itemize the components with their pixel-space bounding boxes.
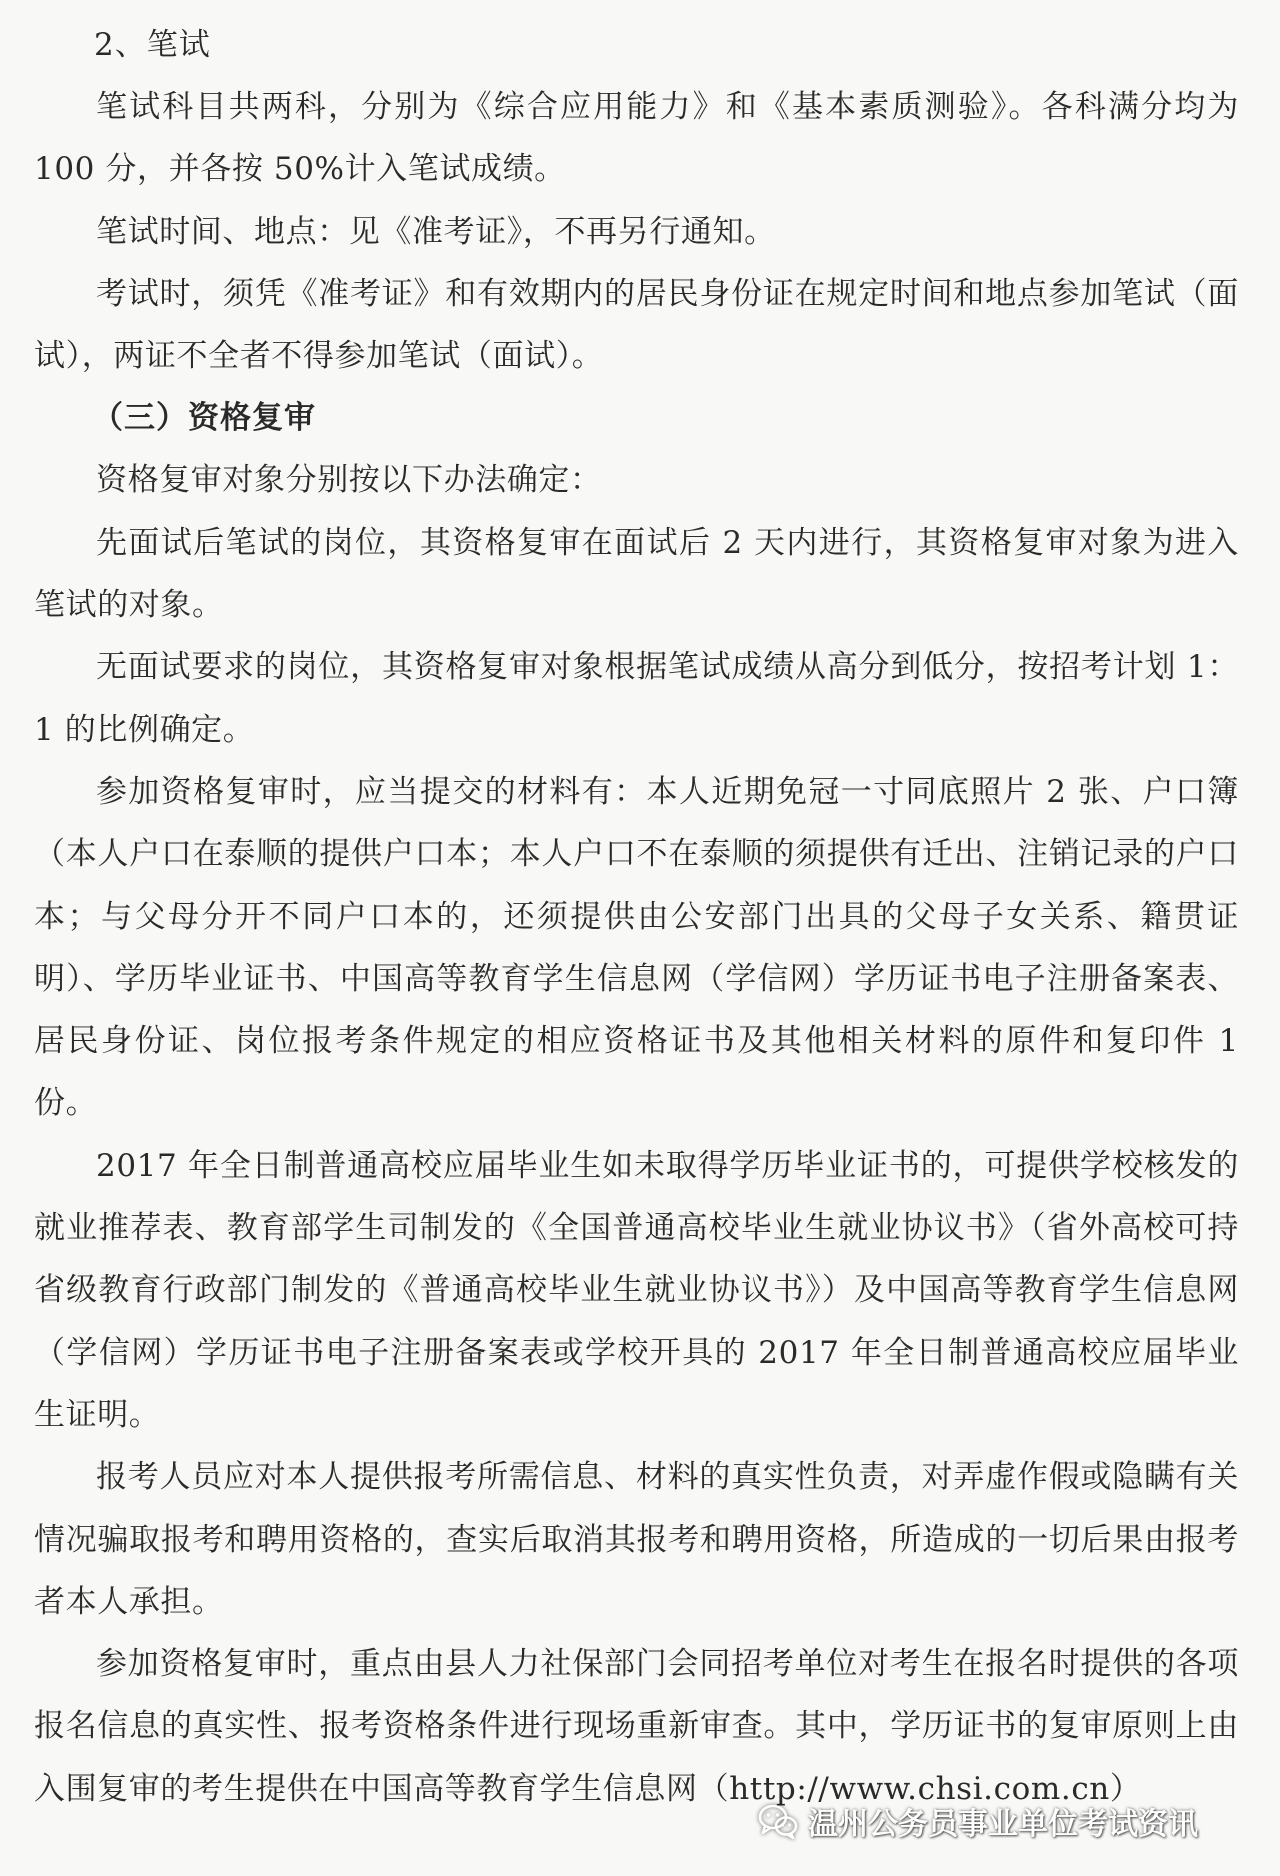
paragraph: 参加资格复审时，重点由县人力社保部门会同招考单位对考生在报名时提供的各项报名信息的真实性、报考资格条件进行现场重新审查。其中，学历证书的复审原则上由入围复审的考生提供在中国高等教育学生信息网（http://www.chsi.com.cn） (34, 1646, 1239, 1807)
paragraph: 报考人员应对本人提供报考所需信息、材料的真实性负责，对弄虚作假或隐瞒有关情况骗取报考和聘用资格的，查实后取消其报考和聘用资格，所造成的一切后果由报考者本人承担。 (34, 1459, 1239, 1620)
paragraph: 2017 年全日制普通高校应届毕业生如未取得学历毕业证书的，可提供学校核发的就业推荐表、教育部学生司制发的《全国普通高校毕业生就业协议书》（省外高校可持省级教育行政部门制发的《普通高校毕业生就业协议书》）及中国高等教育学生信息网（学信网）学历证书电子注册备案表或学校开具的 2017 年全日制普通高校应届毕业生证明。 (34, 1147, 1239, 1433)
paragraph: 参加资格复审时，应当提交的材料有：本人近期免冠一寸同底照片 2 张、户口簿（本人户口在泰顺的提供户口本；本人户口不在泰顺的须提供有迁出、注销记录的户口本；与父母分开不同户口本的，还须提供由公安部门出具的父母子女关系、籍贯证明）、学历毕业证书、中国高等教育学生信息网（学信网）学历证书电子注册备案表、居民身份证、岗位报考条件规定的相应资格证书及其他相关材料的原件和复印件 1 份。 (34, 773, 1239, 1122)
paragraph: 笔试科目共两科，分别为《综合应用能力》和《基本素质测验》。各科满分均为100 分，并各按 50%计入笔试成绩。 (34, 89, 1239, 188)
section-heading-qualification-review: （三）资格复审 (92, 400, 316, 437)
paragraph: 笔试时间、地点：见《准考证》，不再另行通知。 (96, 213, 776, 250)
watermark-text: 温州公务员事业单位考试资讯 (808, 1807, 1198, 1842)
section-heading-written-exam: 2、笔试 (94, 27, 211, 63)
paragraph: 考试时，须凭《准考证》和有效期内的居民身份证在规定时间和地点参加笔试（面试），两证不全者不得参加笔试（面试）。 (34, 275, 1239, 375)
document-content (34, 14, 1239, 1820)
watermark (758, 1793, 1198, 1849)
paragraph: 资格复审对象分别按以下办法确定： (96, 462, 602, 499)
wechat-icon (758, 1803, 798, 1839)
paragraph: 无面试要求的岗位，其资格复审对象根据笔试成绩从高分到低分，按招考计划 1：1 的比例确定。 (34, 649, 1239, 748)
paragraph: 先面试后笔试的岗位，其资格复审在面试后 2 天内进行，其资格复审对象为进入笔试的对象。 (34, 524, 1239, 624)
